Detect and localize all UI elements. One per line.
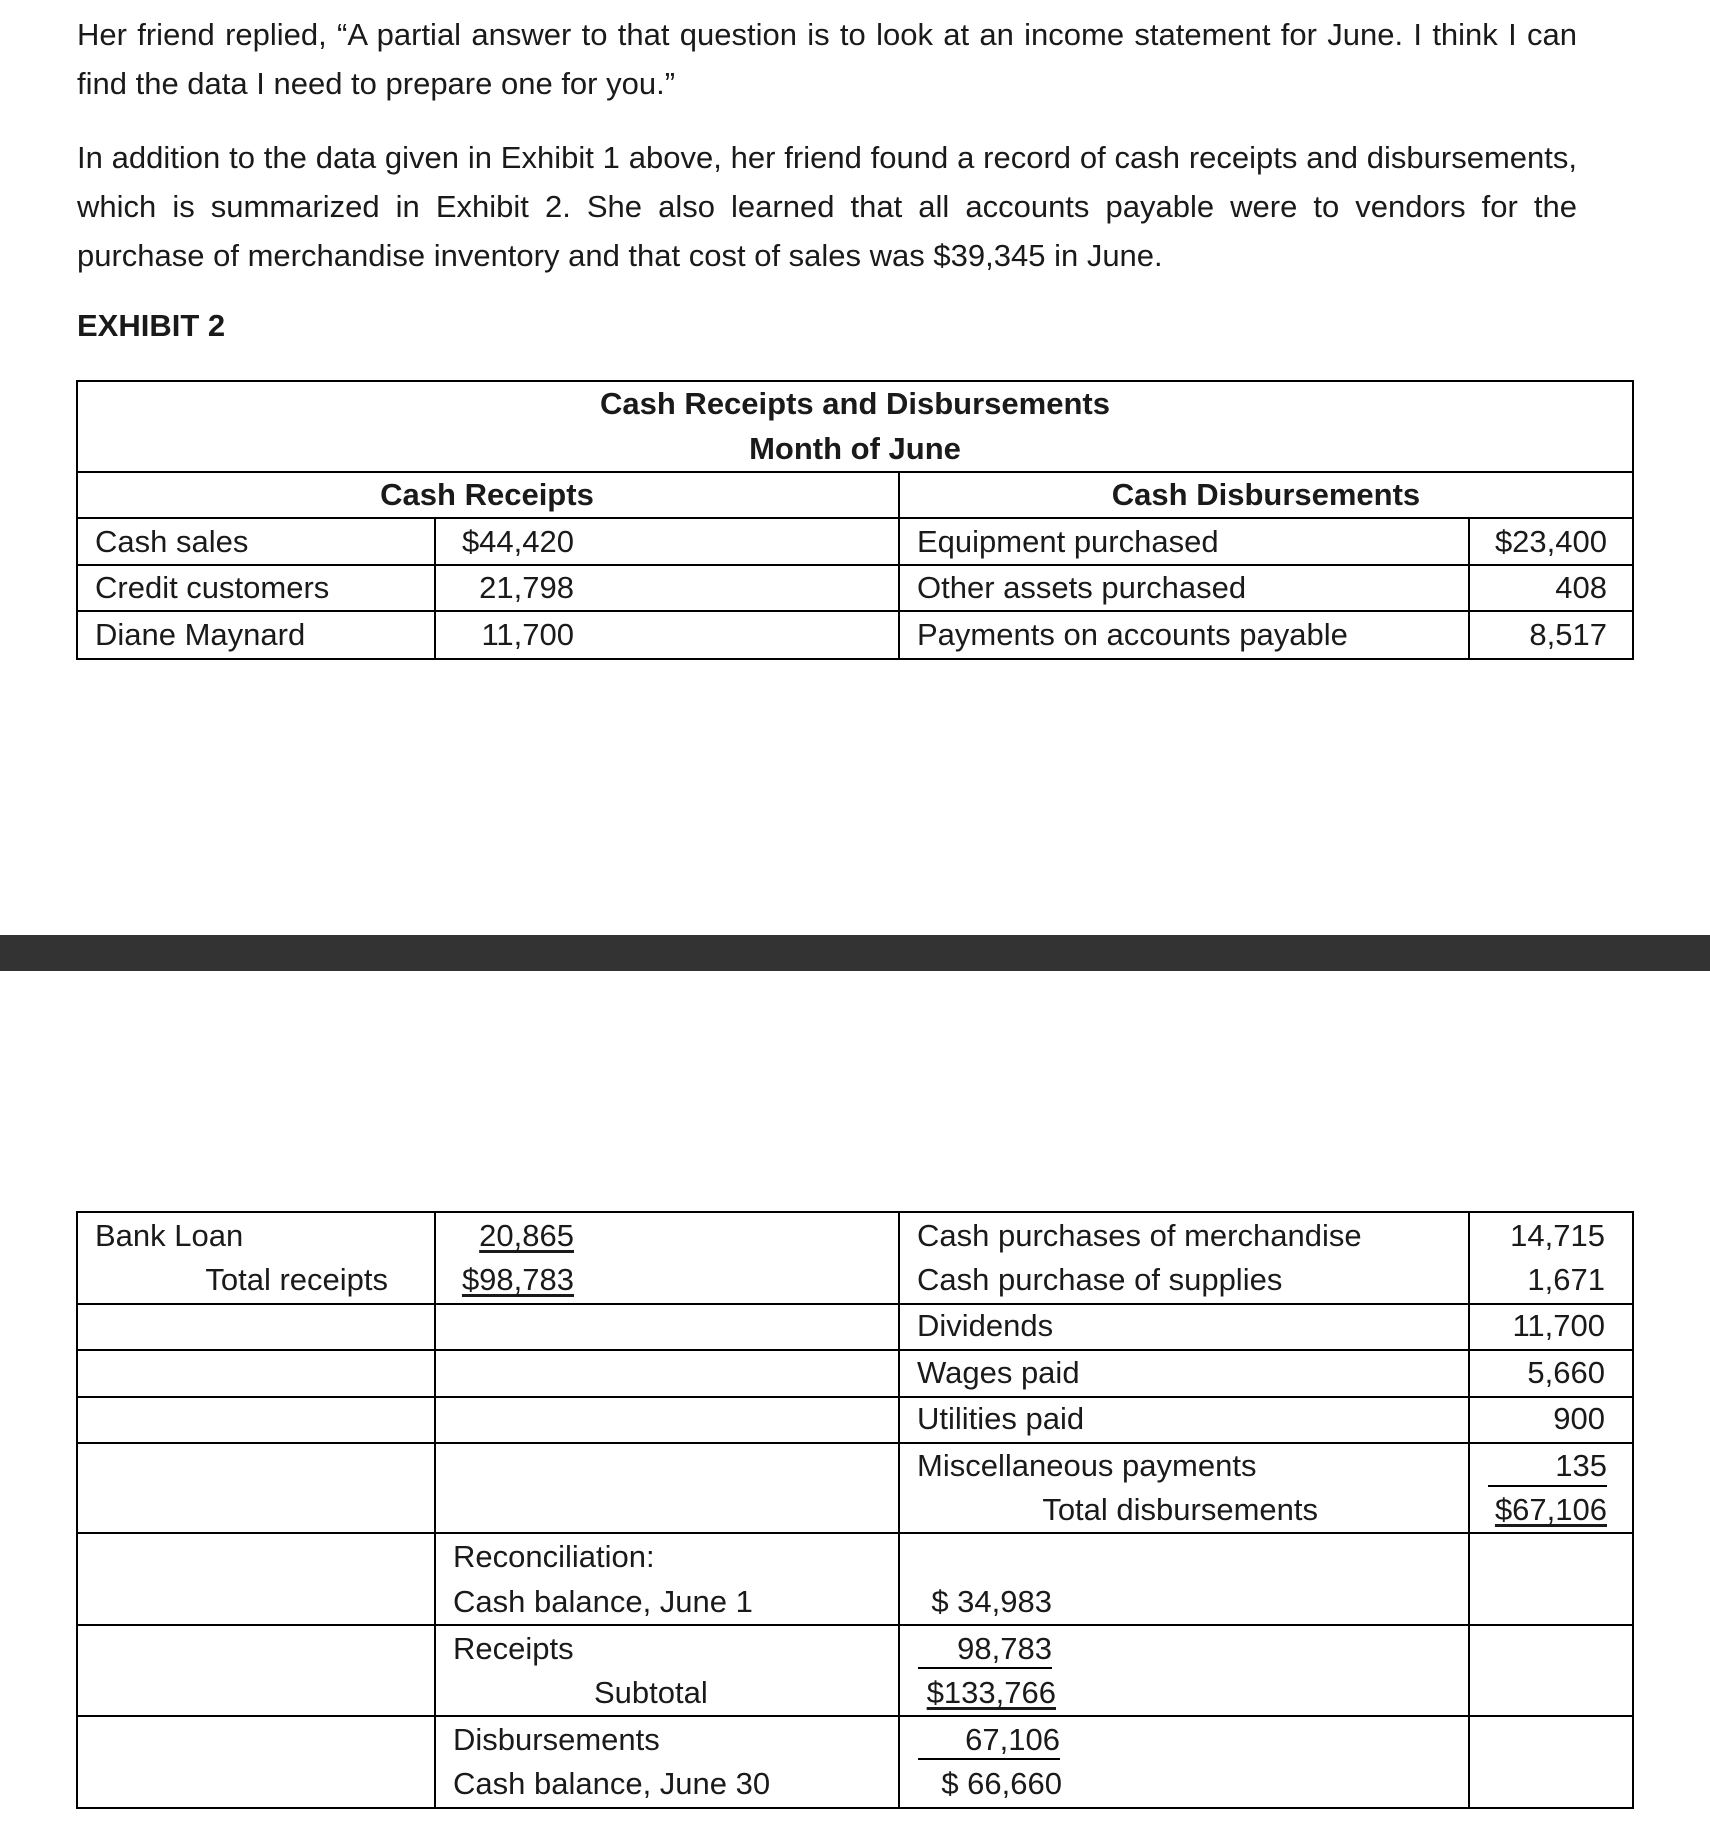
table-subtitle: Month of June — [749, 431, 961, 466]
reconciliation-label: Cash balance, June 30 — [453, 1766, 771, 1801]
disbursement-amount: 900 — [1553, 1401, 1605, 1436]
disbursement-amount: 135 — [1555, 1448, 1607, 1483]
disbursement-amount: 14,715 — [1510, 1218, 1605, 1253]
disbursement-amount: 11,700 — [1512, 1308, 1605, 1343]
disbursement-label: Equipment purchased — [917, 524, 1219, 559]
total-receipts-label: Total receipts — [205, 1262, 388, 1297]
cash-disbursements-header: Cash Disbursements — [1111, 477, 1421, 512]
exhibit-label: EXHIBIT 2 — [77, 308, 226, 343]
total-disbursements-label: Total disbursements — [1042, 1492, 1318, 1527]
reconciliation-amount: $133,766 — [926, 1675, 1056, 1710]
reconciliation-label: Receipts — [453, 1631, 574, 1666]
total-receipts-amount: $98,783 — [461, 1262, 574, 1297]
reconciliation-amount: 98,783 — [957, 1631, 1052, 1666]
disbursement-amount: 5,660 — [1527, 1355, 1605, 1390]
disbursement-amount: 8,517 — [1529, 617, 1607, 652]
receipt-label: Cash sales — [95, 524, 249, 559]
page-break-divider — [0, 935, 1710, 971]
disbursement-label: Cash purchases of merchandise — [917, 1218, 1362, 1253]
reconciliation-label: Subtotal — [594, 1675, 708, 1710]
disbursement-label: Other assets purchased — [917, 570, 1247, 605]
disbursement-label: Miscellaneous payments — [917, 1448, 1257, 1483]
intro-paragraph-2: In addition to the data given in Exhibit 1 above, her friend found a record of cash receipts and disbursements, which is summarized in Exhibit 2. She also learned that all accounts payable were to vendors for the purchase of merchandise inventory and that cost of sales was $39,345 in June. — [77, 140, 1577, 273]
disbursement-amount: 408 — [1555, 570, 1607, 605]
reconciliation-heading: Reconciliation: — [453, 1539, 655, 1574]
disbursement-amount: 1,671 — [1527, 1262, 1605, 1297]
table-title: Cash Receipts and Disbursements — [600, 386, 1110, 421]
exhibit-table-bottom — [76, 1211, 1634, 1809]
disbursement-label: Wages paid — [917, 1355, 1080, 1390]
reconciliation-label: Disbursements — [453, 1722, 660, 1757]
receipt-label: Credit customers — [95, 570, 330, 605]
intro-paragraph-1: Her friend replied, “A partial answer to that question is to look at an income statement for June. I think I can find the data I need to prepare one for you.” — [77, 17, 1577, 101]
reconciliation-label: Cash balance, June 1 — [453, 1584, 753, 1619]
disbursement-label: Cash purchase of supplies — [917, 1262, 1283, 1297]
reconciliation-amount: $ 34,983 — [931, 1584, 1052, 1619]
disbursement-label: Dividends — [917, 1308, 1054, 1343]
receipt-amount: 21,798 — [479, 570, 574, 605]
reconciliation-amount: 67,106 — [965, 1722, 1060, 1757]
receipt-amount: 11,700 — [481, 617, 574, 652]
disbursement-label: Payments on accounts payable — [917, 617, 1348, 652]
receipt-label: Bank Loan — [95, 1218, 244, 1253]
disbursement-label: Utilities paid — [917, 1401, 1085, 1436]
cash-receipts-header: Cash Receipts — [380, 477, 594, 512]
exhibit-table-top — [76, 380, 1634, 660]
receipt-label: Diane Maynard — [95, 617, 306, 652]
receipt-amount: 20,865 — [479, 1218, 574, 1253]
disbursement-amount: $23,400 — [1494, 524, 1607, 559]
reconciliation-amount: $ 66,660 — [941, 1766, 1062, 1801]
total-disbursements-amount: $67,106 — [1494, 1492, 1607, 1527]
receipt-amount: $44,420 — [461, 524, 574, 559]
